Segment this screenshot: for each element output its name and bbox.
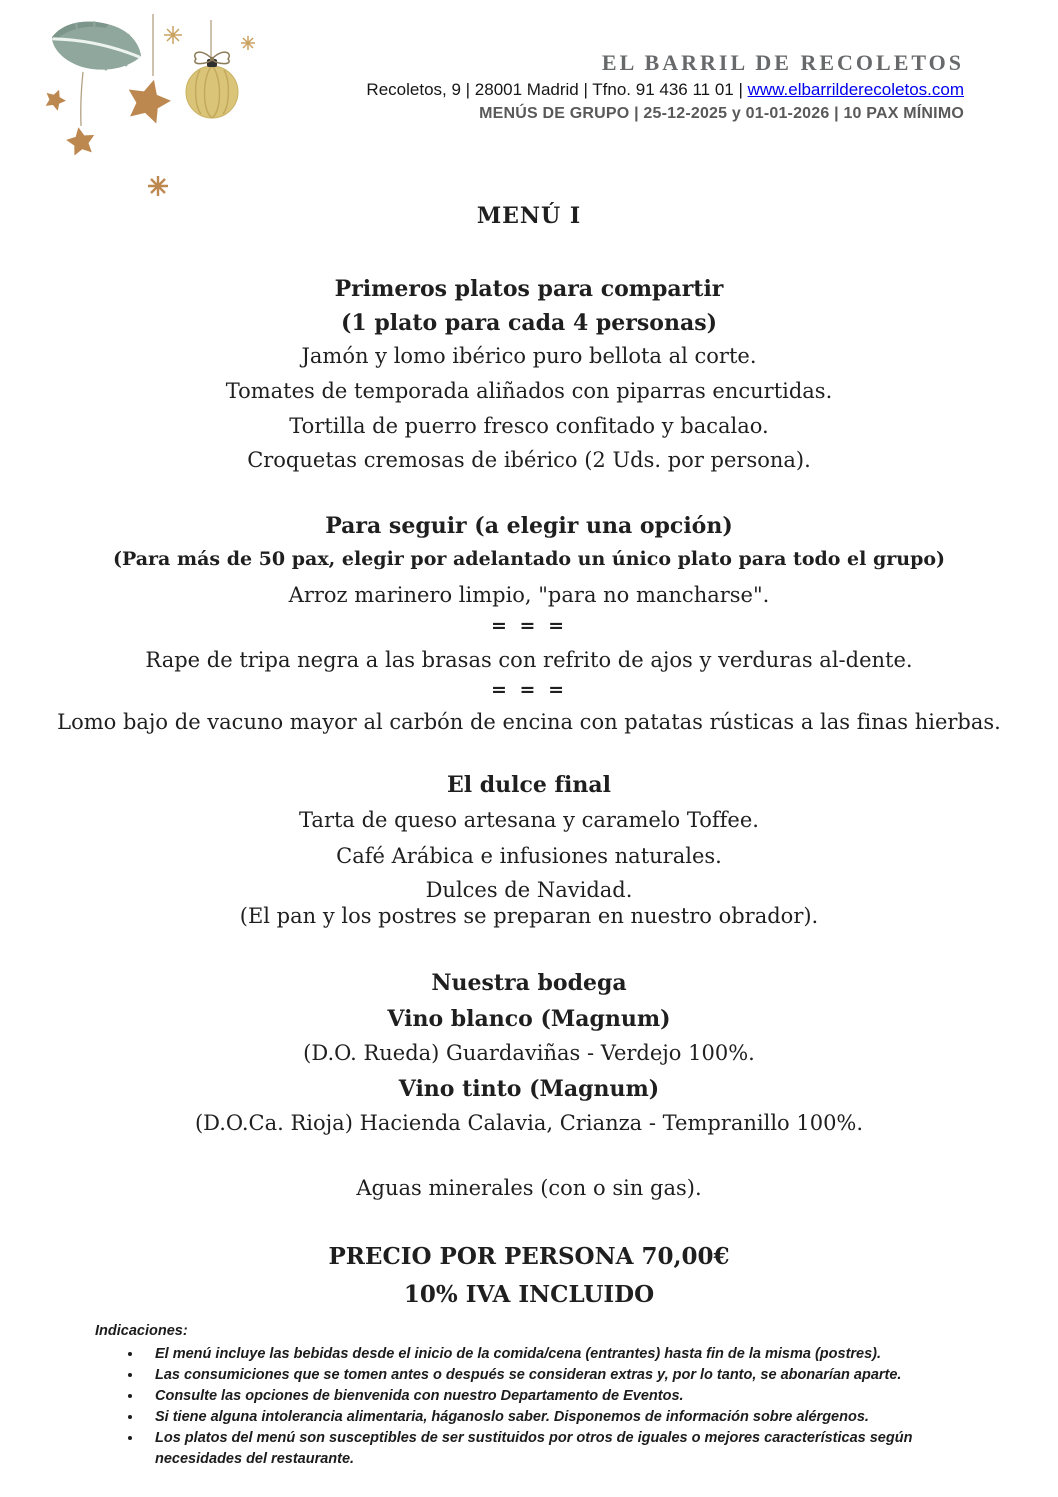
hanging-stars-icon bbox=[42, 74, 175, 156]
menu-item: Dulces de Navidad. bbox=[425, 878, 633, 902]
sparkles-icon bbox=[164, 26, 255, 50]
christmas-ornaments-logo bbox=[42, 14, 267, 206]
menu-item: Croquetas cremosas de ibérico (2 Uds. por persona). bbox=[247, 448, 811, 472]
indication-item: • Consulte las opciones de bienvenida con nuestro Departamento de Eventos. bbox=[143, 1386, 957, 1407]
address-text: Recoletos, 9 | 28001 Madrid | Tfno. 91 436 11 01 | bbox=[366, 80, 748, 99]
cellar-heading: Nuestra bodega bbox=[431, 970, 627, 996]
group-menu-info: MENÚS DE GRUPO | 25-12-2025 y 01-01-2026 | 10 PAX MÍNIMO bbox=[479, 105, 964, 122]
option-separator: = = = bbox=[491, 615, 567, 637]
restaurant-name: EL BARRIL DE RECOLETOS bbox=[601, 50, 964, 75]
menu-item: Tortilla de puerro fresco confitado y bacalao. bbox=[289, 414, 769, 438]
starters-subheading: (1 plato para cada 4 personas) bbox=[341, 310, 717, 336]
red-wine-label: Vino tinto (Magnum) bbox=[398, 1076, 660, 1102]
vat-line: 10% IVA INCLUIDO bbox=[403, 1281, 655, 1308]
price-line: PRECIO POR PERSONA 70,00€ bbox=[328, 1243, 730, 1270]
indication-item: • Si tiene alguna intolerancia alimentaria, háganoslo saber. Disponemos de información sobre alérgenos. bbox=[143, 1407, 957, 1428]
water-line: Aguas minerales (con o sin gas). bbox=[356, 1176, 702, 1200]
gold-bauble-icon bbox=[186, 52, 238, 118]
white-wine-desc: (D.O. Rueda) Guardaviñas - Verdejo 100%. bbox=[303, 1041, 755, 1065]
desserts-note: (El pan y los postres se preparan en nuestro obrador). bbox=[239, 904, 819, 928]
document-header bbox=[366, 50, 964, 124]
menu-item: Jamón y lomo ibérico puro bellota al corte. bbox=[301, 344, 757, 368]
sparkle-star-icon bbox=[148, 176, 168, 196]
indication-item: • Las consumiciones que se tomen antes o después se consideran extras y, por lo tanto, se abonarían aparte. bbox=[143, 1365, 957, 1386]
menu-item: Arroz marinero limpio, "para no mancharse". bbox=[288, 583, 770, 607]
menu-item: Tomates de temporada aliñados con piparras encurtidas. bbox=[225, 379, 833, 403]
address-line bbox=[366, 78, 964, 101]
white-wine-label: Vino blanco (Magnum) bbox=[387, 1006, 671, 1032]
fir-leaf-icon bbox=[48, 16, 145, 76]
menu-item: Café Arábica e infusiones naturales. bbox=[336, 844, 722, 868]
menu-item: Lomo bajo de vacuno mayor al carbón de encina con patatas rústicas a las finas hierbas. bbox=[57, 710, 1001, 734]
mains-heading: Para seguir (a elegir una opción) bbox=[325, 513, 733, 539]
red-wine-desc: (D.O.Ca. Rioja) Hacienda Calavia, Crianza - Tempranillo 100%. bbox=[194, 1111, 864, 1135]
option-separator: = = = bbox=[491, 679, 567, 701]
starters-heading: Primeros platos para compartir bbox=[334, 276, 724, 302]
indication-item: • Los platos del menú son susceptibles de ser sustituidos por otros de iguales o mejores características según necesidades del restaurante. bbox=[143, 1428, 957, 1470]
desserts-heading: El dulce final bbox=[446, 772, 611, 798]
indications-section bbox=[95, 1322, 957, 1470]
indication-item: • El menú incluye las bebidas desde el inicio de la comida/cena (entrantes) hasta fin de la misma (postres). bbox=[143, 1344, 957, 1365]
mains-note: (Para más de 50 pax, elegir por adelantado un único plato para todo el grupo) bbox=[112, 548, 946, 570]
string bbox=[81, 72, 83, 126]
menu-item: Tarta de queso artesana y caramelo Toffee. bbox=[299, 808, 759, 832]
menu-title: MENÚ I bbox=[476, 203, 582, 229]
indications-heading: Indicaciones: bbox=[95, 1323, 188, 1339]
website-link[interactable]: www.elbarrilderecoletos.com bbox=[747, 80, 964, 99]
indications-list bbox=[95, 1344, 957, 1470]
menu-item: Rape de tripa negra a las brasas con refrito de ajos y verduras al-dente. bbox=[145, 648, 913, 672]
